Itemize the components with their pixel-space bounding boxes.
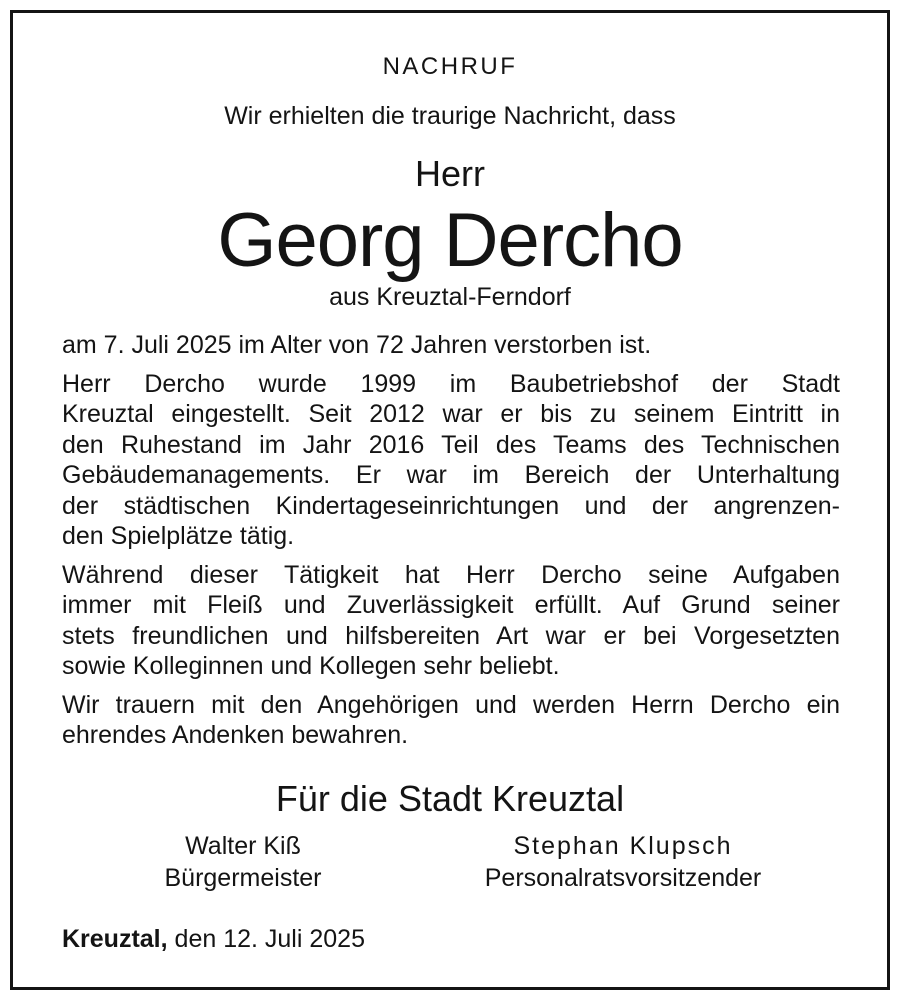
body-line: Gebäudemanagements. Er war im Bereich der Unterhaltung	[62, 461, 840, 489]
body-line: den Ruhestand im Jahr 2016 Teil des Teams des Technischen	[62, 430, 840, 459]
body-line: stets freundlichen und hilfsbereiten Art war er bei Vorgesetzten	[62, 621, 840, 650]
signatory-name: Walter Kiß	[185, 832, 301, 860]
dateline-date: den 12. Juli 2025	[174, 925, 365, 953]
signatory-role: Personalratsvorsitzender	[484, 864, 762, 892]
body-line: Während dieser Tätigkeit hat Herr Dercho seine Aufgaben	[62, 560, 840, 589]
body-line: Wir trauern mit den Angehörigen und werden Herrn Dercho ein	[62, 690, 840, 719]
body-paragraph	[62, 560, 840, 682]
body-line: immer mit Fleiß und Zuverlässigkeit erfüllt. Auf Grund seiner	[62, 591, 840, 619]
body-line: Kreuztal eingestellt. Seit 2012 war er bis zu seinem Eintritt in	[62, 400, 840, 428]
body-line: am 7. Juli 2025 im Alter von 72 Jahren verstorben ist.	[62, 331, 652, 359]
body-paragraph	[62, 330, 840, 361]
body-line: den Spielplätze tätig.	[62, 522, 295, 550]
body-line: sowie Kolleginnen und Kollegen sehr beliebt.	[62, 652, 560, 680]
origin-place: aus Kreuztal-Ferndorf	[329, 283, 571, 311]
obituary-notice	[10, 10, 890, 990]
notice-body	[62, 330, 840, 759]
signatory-council-chair	[458, 830, 788, 894]
deceased-name: Georg Dercho	[217, 198, 683, 283]
body-paragraph	[62, 369, 840, 552]
notice-heading: NACHRUF	[382, 53, 518, 80]
salutation: Herr	[415, 153, 485, 194]
body-paragraph	[62, 690, 840, 751]
body-line: Herr Dercho wurde 1999 im Baubetriebshof der Stadt	[62, 369, 840, 398]
closing-line: Für die Stadt Kreuztal	[275, 778, 625, 819]
signatory-role: Bürgermeister	[164, 864, 322, 892]
dateline	[62, 925, 365, 954]
intro-text: Wir erhielten die traurige Nachricht, dass	[224, 102, 676, 130]
dateline-place: Kreuztal,	[62, 925, 168, 953]
body-line: ehrendes Andenken bewahren.	[62, 721, 409, 749]
signatory-mayor	[133, 830, 353, 894]
body-line: der städtischen Kindertageseinrichtungen und der angrenzen-	[62, 491, 840, 520]
signatory-name: Stephan Klupsch	[513, 832, 733, 860]
